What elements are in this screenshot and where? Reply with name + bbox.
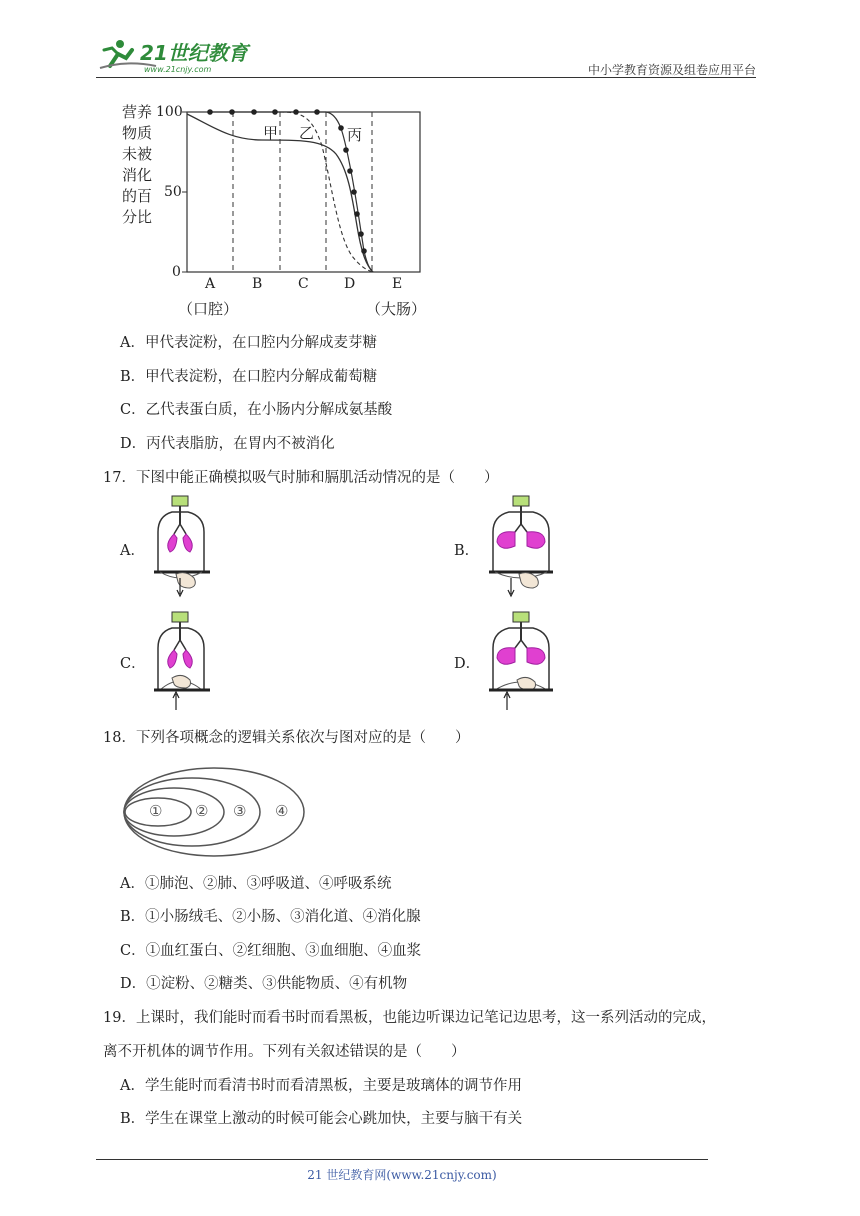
logo-url: www.21cnjy.com bbox=[144, 65, 212, 74]
q18-stem: 18．下列各项概念的逻辑关系依次与图对应的是（ ） bbox=[103, 730, 470, 746]
q19-stem-line2: 离不开机体的调节作用。下列有关叙述错误的是（ ） bbox=[103, 1044, 466, 1060]
digestion-graph bbox=[112, 96, 452, 326]
q16-option-c[interactable]: C．乙代表蛋白质，在小肠内分解成氨基酸 bbox=[120, 402, 393, 418]
q19-stem-line1: 19．上课时，我们能时而看书时而看黑板，也能边听课边记笔记边思考，这一系列活动的完成， bbox=[103, 1010, 716, 1026]
ellipse-label-2: ② bbox=[195, 802, 209, 820]
bell-jar-c[interactable] bbox=[150, 608, 222, 718]
graph-ylabel-line: 分比 bbox=[121, 208, 152, 226]
ellipse-label-4: ④ bbox=[275, 802, 289, 820]
q17-label-b[interactable]: B． bbox=[454, 543, 480, 559]
q16-option-a[interactable]: A．甲代表淀粉，在口腔内分解成麦芽糖 bbox=[120, 335, 377, 351]
graph-ylabel-line: 的百 bbox=[121, 187, 152, 205]
region-label: C bbox=[298, 276, 309, 292]
q16-option-d[interactable]: D．丙代表脂肪，在胃内不被消化 bbox=[120, 436, 335, 452]
ellipse-label-1: ① bbox=[149, 802, 163, 820]
graph-ylabel-line: 物质 bbox=[121, 124, 152, 142]
curve-label-yi: 乙 bbox=[299, 124, 315, 142]
curve-bing-markers bbox=[207, 109, 367, 254]
q17-label-a[interactable]: A． bbox=[120, 543, 145, 559]
site-logo bbox=[96, 36, 256, 76]
curve-label-jia: 甲 bbox=[263, 124, 279, 142]
header-platform-text: 中小学教育资源及组卷应用平台 bbox=[587, 63, 756, 77]
graph-ylabel-line: 营养 bbox=[121, 103, 152, 121]
q18-option-a[interactable]: A．①肺泡、②肺、③呼吸道、④呼吸系统 bbox=[120, 876, 392, 892]
q18-option-c[interactable]: C．①血红蛋白、②红细胞、③血细胞、④血浆 bbox=[120, 943, 422, 959]
bell-jar-b[interactable] bbox=[485, 494, 557, 604]
graph-ylabel-line: 未被 bbox=[121, 145, 152, 163]
logo-text: 21世纪教育 bbox=[140, 41, 248, 65]
ytick-label: 0 bbox=[172, 264, 181, 280]
footer-divider bbox=[96, 1159, 708, 1160]
graph-ylabel-line: 消化 bbox=[121, 166, 152, 184]
ytick-label: 100 bbox=[156, 104, 183, 120]
q19-option-b[interactable]: B．学生在课堂上激动的时候可能会心跳加快，主要与脑干有关 bbox=[120, 1111, 523, 1127]
q17-label-d[interactable]: D． bbox=[454, 656, 481, 672]
bell-jar-a[interactable] bbox=[150, 494, 222, 604]
ytick-label: 50 bbox=[164, 184, 182, 200]
q19-option-a[interactable]: A．学生能时而看清书时而看清黑板，主要是玻璃体的调节作用 bbox=[120, 1078, 522, 1094]
q18-option-d[interactable]: D．①淀粉、②糖类、③供能物质、④有机物 bbox=[120, 976, 408, 992]
q16-option-b[interactable]: B．甲代表淀粉，在口腔内分解成葡萄糖 bbox=[120, 369, 378, 385]
q18-option-b[interactable]: B．①小肠绒毛、②小肠、③消化道、④消化腺 bbox=[120, 909, 421, 925]
bell-jar-d[interactable] bbox=[485, 608, 557, 718]
region-label: E bbox=[392, 276, 403, 292]
q17-label-c[interactable]: C． bbox=[120, 656, 146, 672]
region-label: A bbox=[205, 276, 216, 292]
region-label: D bbox=[344, 276, 356, 292]
nested-ellipses-diagram bbox=[122, 764, 312, 860]
graph-ylabel bbox=[120, 102, 154, 228]
region-note-large-intestine: （大肠） bbox=[366, 300, 427, 318]
q17-stem: 17．下图中能正确模拟吸气时肺和膈肌活动情况的是（ ） bbox=[103, 470, 499, 486]
curve-label-bing: 丙 bbox=[347, 126, 363, 144]
region-label: B bbox=[252, 276, 263, 292]
header-divider bbox=[96, 77, 756, 78]
ellipse-label-3: ③ bbox=[233, 802, 247, 820]
region-note-mouth: （口腔） bbox=[178, 300, 239, 318]
footer-text[interactable]: 21 世纪教育网(www.21cnjy.com) bbox=[307, 1168, 497, 1182]
